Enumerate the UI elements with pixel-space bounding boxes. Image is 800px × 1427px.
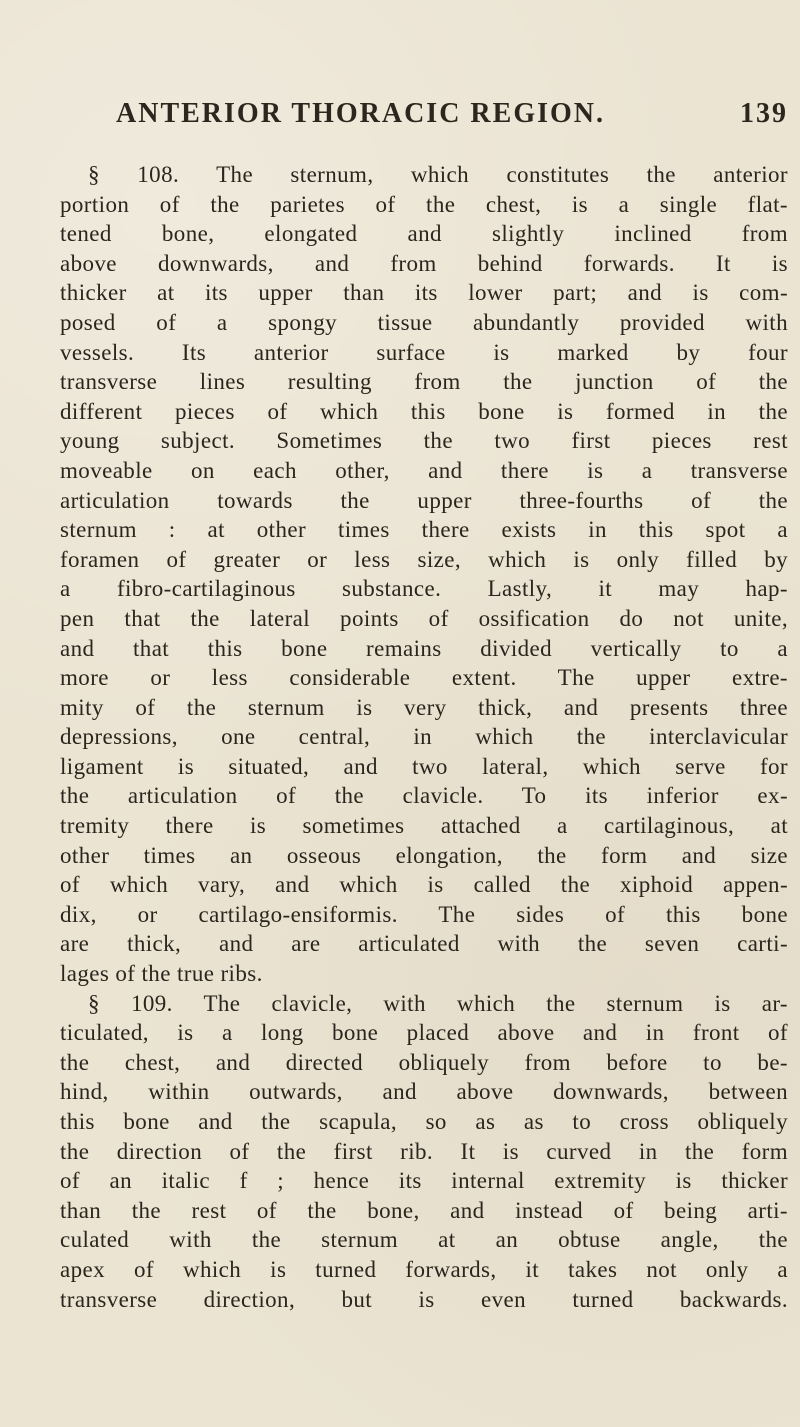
text-line: the direction of the first rib. It is curved in the form — [60, 1138, 788, 1164]
text-line: moveable on each other, and there is a transverse — [60, 457, 788, 483]
text-line: ticulated, is a long bone placed above and in front of — [60, 1020, 788, 1046]
text-line: are thick, and are articulated with the seven carti- — [60, 931, 788, 957]
text-line: § 109. The clavicle, with which the sternum is ar- — [88, 990, 788, 1016]
text-line: and that this bone remains divided vertically to a — [60, 635, 788, 661]
text-line: articulation towards the upper three-fourths of the — [60, 487, 788, 513]
text-line: apex of which is turned forwards, it takes not only a — [60, 1256, 788, 1282]
text-line: lages of the true ribs. — [60, 961, 263, 987]
running-title: ANTERIOR THORACIC REGION. — [116, 98, 605, 129]
text-line: young subject. Sometimes the two first pieces rest — [60, 428, 788, 454]
text-line: other times an osseous elongation, the form and size — [60, 842, 788, 868]
text-line: foramen of greater or less size, which is only filled by — [60, 546, 788, 572]
text-line: more or less considerable extent. The upper extre- — [60, 665, 788, 691]
text-line: depressions, one central, in which the interclavicular — [60, 724, 788, 750]
page-number: 139 — [740, 98, 788, 129]
running-header — [116, 98, 788, 134]
text-line: of an italic f ; hence its internal extremity is thicker — [60, 1168, 788, 1194]
text-line: different pieces of which this bone is formed in the — [60, 398, 788, 424]
text-line: ligament is situated, and two lateral, which serve for — [60, 753, 788, 779]
text-line: dix, or cartilago-ensiformis. The sides of this bone — [60, 901, 788, 927]
text-line: mity of the sternum is very thick, and presents three — [60, 694, 788, 720]
text-line: sternum : at other times there exists in this spot a — [60, 517, 788, 543]
text-line: pen that the lateral points of ossification do not unite, — [60, 605, 788, 631]
text-line: above downwards, and from behind forwards. It is — [60, 250, 788, 276]
text-line: a fibro-cartilaginous substance. Lastly, it may hap- — [60, 576, 788, 602]
text-line: of which vary, and which is called the xiphoid appen- — [60, 872, 788, 898]
text-line: the chest, and directed obliquely from before to be- — [60, 1049, 788, 1075]
text-line: transverse lines resulting from the junction of the — [60, 369, 788, 395]
text-line: tened bone, elongated and slightly inclined from — [60, 221, 788, 247]
text-line: transverse direction, but is even turned backwards. — [60, 1286, 788, 1312]
text-line: § 108. The sternum, which constitutes the anterior — [88, 162, 788, 187]
text-line: posed of a spongy tissue abundantly provided with — [60, 309, 788, 335]
text-line: culated with the sternum at an obtuse angle, the — [60, 1227, 788, 1253]
text-line: portion of the parietes of the chest, is a single flat- — [60, 191, 788, 217]
text-line: vessels. Its anterior surface is marked by four — [60, 339, 788, 365]
text-line: tremity there is sometimes attached a cartilaginous, at — [60, 813, 788, 839]
text-line: hind, within outwards, and above downwards, between — [60, 1079, 788, 1105]
body-text — [60, 160, 788, 1314]
text-line: than the rest of the bone, and instead of being arti- — [60, 1197, 788, 1223]
text-line: this bone and the scapula, so as as to cross obliquely — [60, 1109, 788, 1134]
text-line: thicker at its upper than its lower part; and is com- — [60, 280, 788, 306]
text-line: the articulation of the clavicle. To its inferior ex- — [60, 783, 788, 809]
